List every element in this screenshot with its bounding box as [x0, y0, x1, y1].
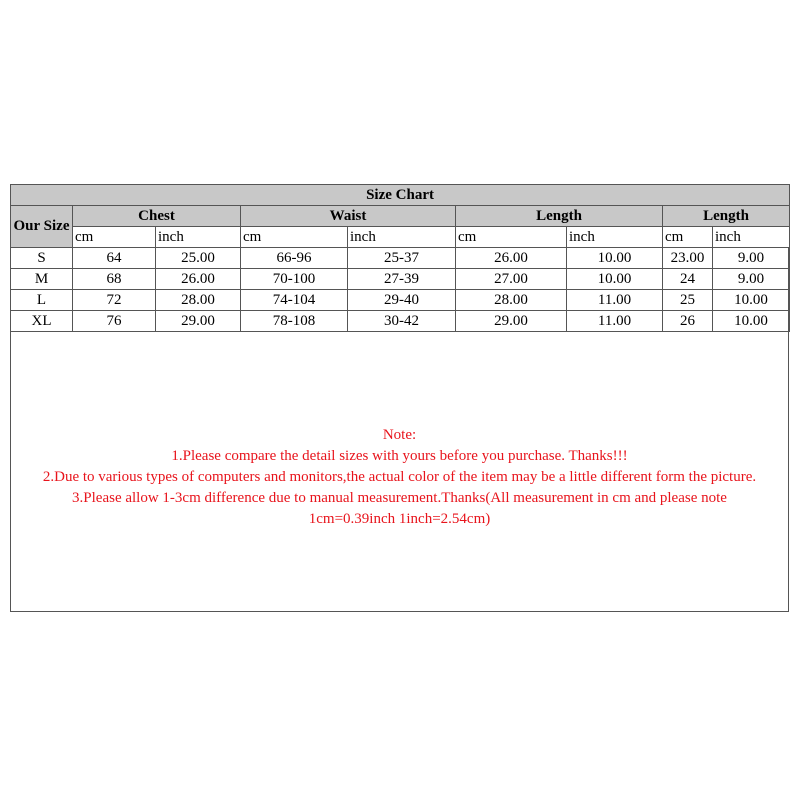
unit-header: cm [241, 227, 348, 248]
note-line-3: 3.Please allow 1-3cm difference due to manual measurement.Thanks(All measurement in cm and please note [72, 490, 727, 506]
table-cell: 28.00 [456, 290, 567, 311]
table-cell: 26.00 [456, 248, 567, 269]
table-cell: 11.00 [567, 290, 663, 311]
table-cell: 27-39 [348, 269, 456, 290]
table-row [11, 311, 790, 332]
note-line-2: 2.Due to various types of computers and monitors,the actual color of the item may be a little different form the picture. [42, 469, 757, 485]
size-column-header: Our Size [11, 206, 73, 248]
table-cell: 25.00 [156, 248, 241, 269]
table-cell: 10.00 [567, 248, 663, 269]
table-cell: 9.00 [713, 248, 790, 269]
table-cell: 27.00 [456, 269, 567, 290]
table-cell: 23.00 [663, 248, 713, 269]
group-header-waist: Waist [241, 206, 456, 227]
table-row [11, 248, 790, 269]
group-header-length-2: Length [663, 206, 790, 227]
unit-header: inch [713, 227, 790, 248]
table-cell: 78-108 [241, 311, 348, 332]
unit-header: inch [567, 227, 663, 248]
table-cell: 25 [663, 290, 713, 311]
table-title: Size Chart [11, 185, 790, 206]
unit-header: cm [456, 227, 567, 248]
table-cell: 29.00 [156, 311, 241, 332]
table-row [11, 269, 790, 290]
table-row [11, 290, 790, 311]
note-line-4: 1cm=0.39inch 1inch=2.54cm) [308, 511, 491, 527]
size-label: XL [11, 311, 73, 332]
table-cell: 74-104 [241, 290, 348, 311]
table-cell: 64 [73, 248, 156, 269]
table-cell: 9.00 [713, 269, 790, 290]
unit-header: cm [73, 227, 156, 248]
table-cell: 10.00 [567, 269, 663, 290]
size-chart-frame [10, 184, 789, 612]
group-header-length: Length [456, 206, 663, 227]
table-cell: 10.00 [713, 290, 790, 311]
table-cell: 26 [663, 311, 713, 332]
table-cell: 24 [663, 269, 713, 290]
table-cell: 10.00 [713, 311, 790, 332]
size-label: M [11, 269, 73, 290]
table-cell: 72 [73, 290, 156, 311]
table-cell: 70-100 [241, 269, 348, 290]
notes-block [11, 425, 788, 530]
unit-header: cm [663, 227, 713, 248]
table-cell: 66-96 [241, 248, 348, 269]
unit-header: inch [348, 227, 456, 248]
size-label: L [11, 290, 73, 311]
table-cell: 30-42 [348, 311, 456, 332]
table-cell: 25-37 [348, 248, 456, 269]
table-cell: 26.00 [156, 269, 241, 290]
note-line-1: 1.Please compare the detail sizes with yours before you purchase. Thanks!!! [171, 448, 628, 464]
table-cell: 11.00 [567, 311, 663, 332]
table-cell: 28.00 [156, 290, 241, 311]
table-cell: 29.00 [456, 311, 567, 332]
table-cell: 76 [73, 311, 156, 332]
table-cell: 29-40 [348, 290, 456, 311]
table-cell: 68 [73, 269, 156, 290]
note-heading: Note: [382, 427, 417, 443]
unit-header: inch [156, 227, 241, 248]
size-chart-table [10, 184, 790, 332]
group-header-chest: Chest [73, 206, 241, 227]
size-label: S [11, 248, 73, 269]
